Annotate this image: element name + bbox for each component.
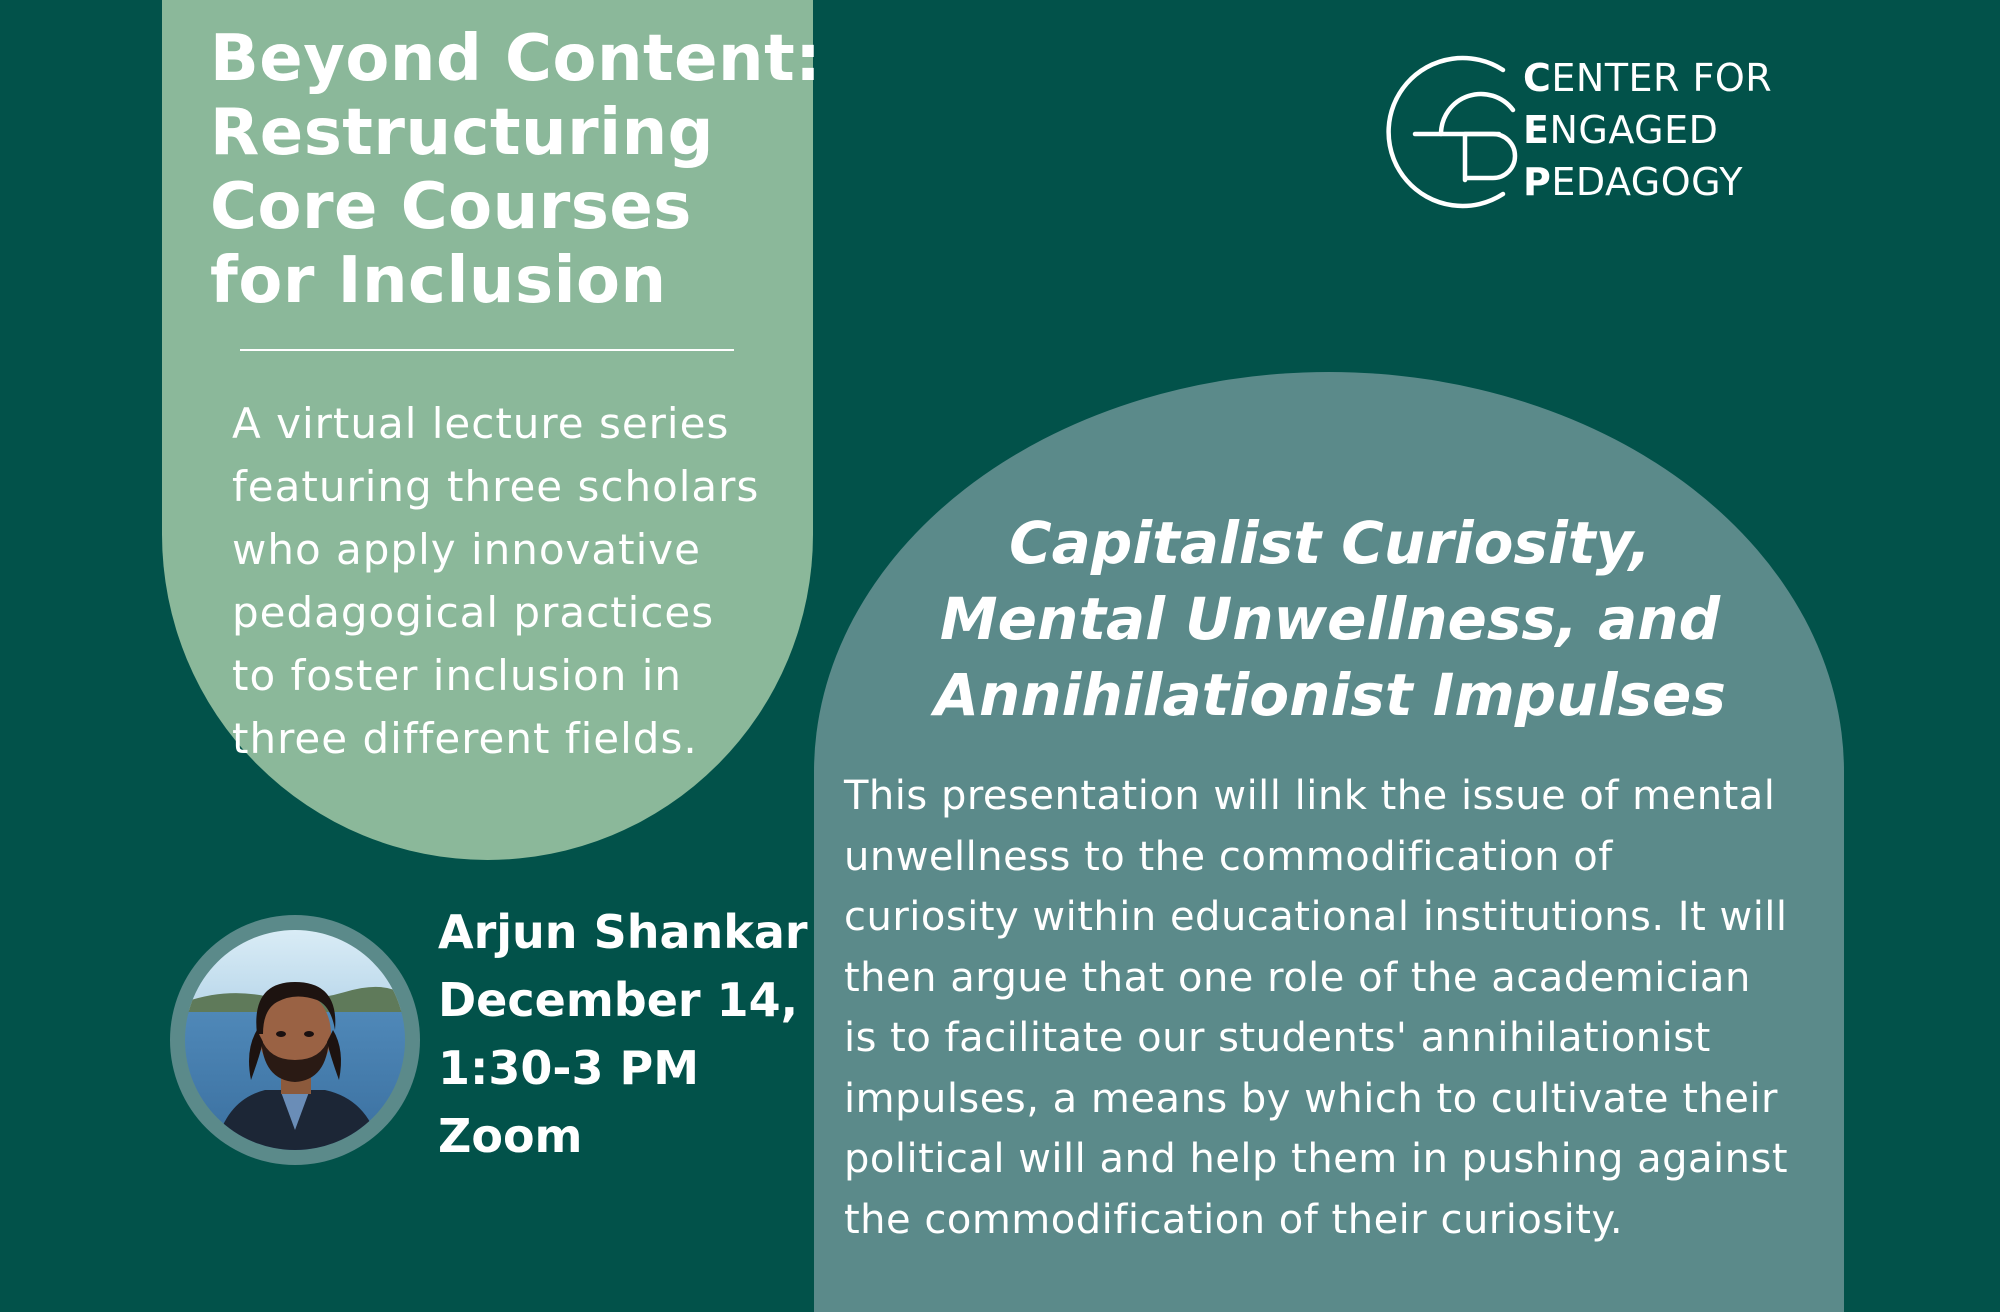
logo-line [1523,52,1772,104]
series-title-line: for Inclusion [210,244,667,318]
abstract-line: curiosity within educational institutions. It will [844,894,1788,940]
logo-line [1523,104,1772,156]
abstract-line: political will and help them in pushing against [844,1136,1789,1182]
logo-initial: P [1523,160,1552,204]
description-line: to foster inclusion in [232,651,682,700]
center-logo [1385,52,1895,212]
series-title-line: Restructuring [210,96,714,170]
description-line: featuring three scholars [232,462,760,511]
description-line: A virtual lecture series [232,399,730,448]
series-title-line: Core Courses [210,170,692,244]
speaker-details [438,898,808,1170]
abstract-line: then argue that one role of the academician [844,954,1751,1001]
talk-title-line: Capitalist Curiosity, [1009,509,1651,577]
logo-wordmark [1523,52,1772,208]
abstract-line: This presentation will link the issue of mental [844,773,1776,819]
speaker-photo-illustration [185,930,405,1150]
series-title-line: Beyond Content: [210,22,822,96]
logo-word: NGAGED [1549,108,1719,152]
description-line: pedagogical practices [232,588,715,637]
speaker-portrait [185,930,405,1150]
logo-initial: E [1523,108,1550,152]
talk-title [860,505,1800,733]
event-time: 1:30-3 PM [438,1041,700,1095]
event-date: December 14, [438,973,799,1027]
cep-monogram-icon [1385,52,1545,212]
speaker-name: Arjun Shankar [438,905,808,959]
abstract-line: the commodification of their curiosity. [844,1196,1624,1243]
logo-word: ENTER FOR [1551,56,1773,100]
speaker-avatar [170,915,420,1165]
series-title [210,22,822,318]
logo-line [1523,156,1772,208]
logo-word: EDAGOGY [1551,160,1743,204]
description-line: three different fields. [232,714,698,763]
series-description [232,392,792,770]
abstract-line: unwellness to the commodification of [844,833,1613,880]
abstract-line: impulses, a means by which to cultivate their [844,1075,1778,1122]
talk-title-line: Annihilationist Impulses [934,661,1726,729]
description-line: who apply innovative [232,525,701,574]
talk-abstract [844,766,1834,1250]
abstract-line: is to facilitate our students' annihilationist [844,1015,1711,1061]
title-divider [240,349,734,351]
talk-title-line: Mental Unwellness, and [939,585,1721,653]
logo-initial: C [1523,56,1552,100]
event-platform: Zoom [438,1109,583,1163]
